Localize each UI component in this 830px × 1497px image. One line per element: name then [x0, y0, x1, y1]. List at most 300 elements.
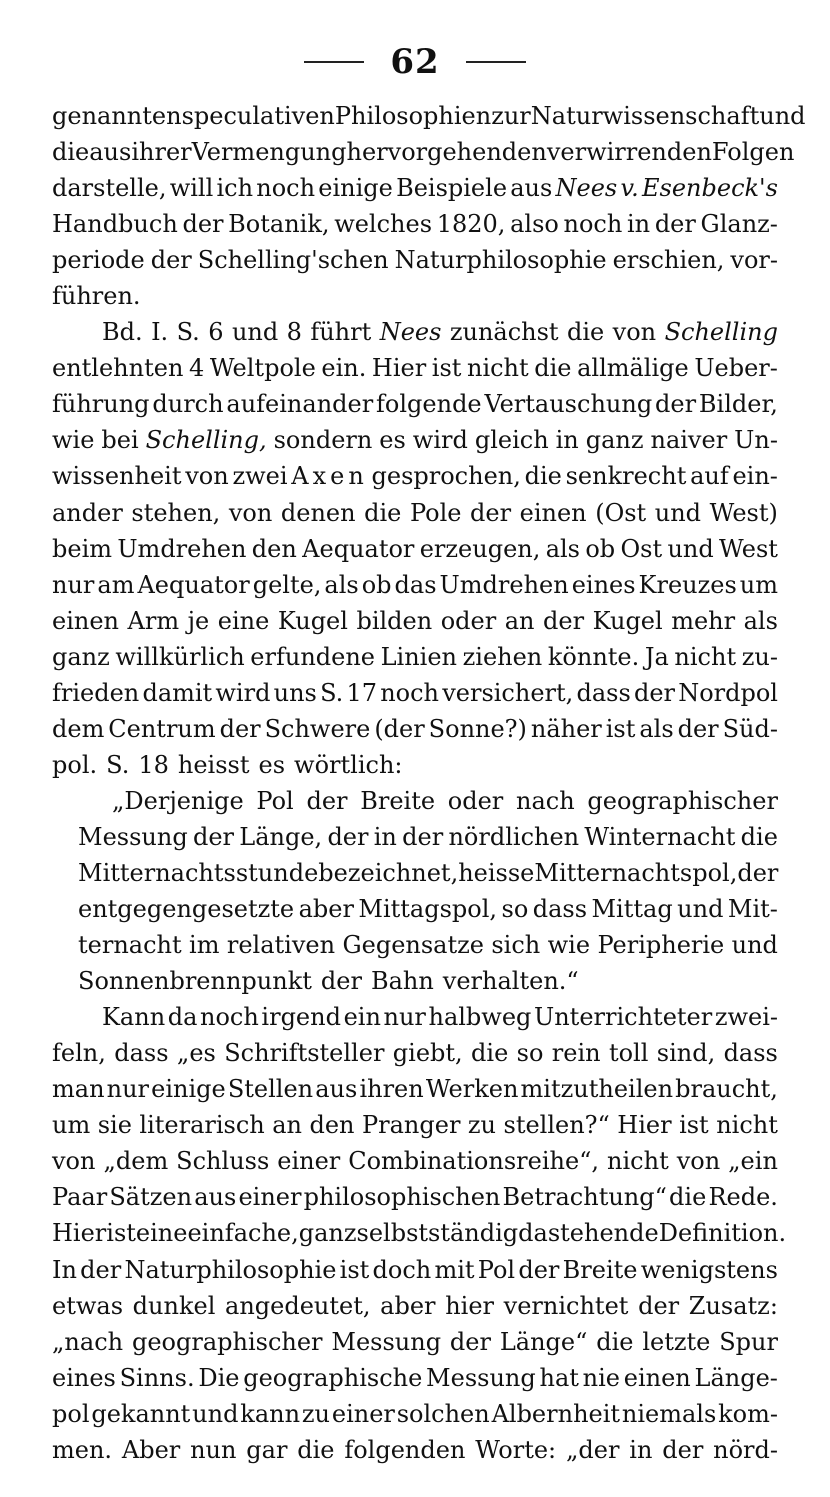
word: nie	[582, 1363, 620, 1392]
text-line	[52, 314, 778, 350]
word: den	[309, 1111, 355, 1140]
word: S.	[320, 678, 344, 707]
word: Naturwissenschaft	[530, 102, 760, 130]
word: zunächst	[449, 318, 559, 347]
word: Weltpole	[209, 354, 316, 383]
text-line	[52, 278, 778, 314]
word: (der	[374, 714, 425, 743]
word: will	[169, 174, 214, 203]
word: sich	[491, 931, 541, 960]
word: 8	[286, 318, 302, 347]
word: ob	[585, 534, 616, 563]
word: der	[182, 210, 224, 239]
word: als	[743, 606, 778, 635]
word: das	[394, 570, 437, 599]
word: sind,	[656, 1039, 716, 1068]
word: versichert,	[442, 678, 574, 707]
word: etwas	[52, 1291, 124, 1320]
word: Mitternachtsstunde	[78, 858, 319, 887]
word: vor-	[730, 246, 778, 275]
word: der	[654, 210, 696, 239]
word: in	[629, 1435, 653, 1464]
word: angedeutet,	[225, 1291, 371, 1320]
word: Philosophien	[334, 102, 492, 130]
word: der	[677, 714, 719, 743]
word: Sinns.	[119, 1363, 195, 1392]
word: 4	[188, 354, 205, 383]
word: dass	[576, 678, 631, 707]
word: erzeugen,	[419, 534, 541, 563]
word: nach	[516, 786, 575, 815]
word: „ein	[728, 1147, 778, 1176]
text-line	[52, 206, 778, 242]
word: nördlichen	[448, 822, 580, 851]
header-rule-left	[304, 61, 364, 63]
word: eine	[135, 1219, 188, 1248]
text-line	[52, 1288, 778, 1324]
word: Länge-	[694, 1363, 778, 1392]
word: gekannt	[91, 1399, 191, 1428]
word: gelte,	[252, 570, 322, 599]
word: kann	[240, 1399, 301, 1428]
word: als	[639, 714, 674, 743]
word: näher	[530, 714, 602, 743]
word: Naturphilosophie	[124, 1255, 337, 1284]
word: als	[545, 534, 580, 563]
text-line	[52, 855, 778, 891]
word: oder	[440, 606, 497, 635]
word: naiver	[650, 426, 728, 455]
word: verwirrenden	[546, 138, 712, 167]
word: aus	[194, 1183, 237, 1212]
word: Rede.	[708, 1183, 778, 1212]
word: ganz	[298, 1219, 357, 1248]
word: Gegensatze	[342, 931, 484, 960]
word: der	[470, 498, 512, 527]
word: relativen	[226, 931, 336, 960]
text-line	[52, 386, 778, 422]
text-line	[52, 170, 778, 206]
word: halbweg	[428, 1003, 532, 1032]
word: hat	[539, 1363, 579, 1392]
word: nur	[106, 1075, 150, 1104]
header-rule-right	[466, 61, 526, 63]
text-line	[52, 242, 778, 278]
word: darstelle,	[52, 174, 167, 203]
word: je	[187, 606, 210, 635]
word: ein.	[321, 354, 367, 383]
word: führung	[52, 390, 150, 419]
word: ein-	[732, 462, 778, 491]
word: Mit-	[727, 895, 778, 924]
word: uns	[273, 678, 317, 707]
word: die	[297, 1435, 335, 1464]
word: die	[534, 354, 572, 383]
word: Esenbeck's	[642, 174, 778, 203]
word: Breite	[562, 1255, 638, 1284]
word: v.	[620, 174, 639, 203]
word: folgenden	[344, 1435, 466, 1464]
word: Süd-	[722, 714, 778, 743]
text-line	[52, 639, 778, 675]
word: literarisch	[139, 1111, 265, 1140]
word: pol.	[52, 750, 98, 779]
word: nun	[190, 1435, 237, 1464]
word: pol	[52, 1399, 90, 1428]
word: aus	[315, 1075, 358, 1104]
word: 1820,	[436, 210, 506, 239]
word: aufeinander	[226, 390, 374, 419]
word: einer	[277, 1147, 341, 1176]
word: zu	[467, 1111, 497, 1140]
text-line	[52, 747, 778, 783]
word: „es	[176, 1039, 216, 1068]
word: erschien,	[612, 246, 725, 275]
word: senkrecht	[565, 462, 687, 491]
word: aus	[510, 174, 553, 203]
word: Sonne?)	[428, 714, 527, 743]
word: den	[251, 534, 297, 563]
word: eines	[52, 1363, 116, 1392]
word: auf	[690, 462, 729, 491]
word: bilden	[356, 606, 433, 635]
text-line	[52, 495, 778, 531]
word: Mittag	[591, 895, 673, 924]
word: zwei	[232, 462, 288, 491]
word: Glanz-	[700, 210, 778, 239]
word: wird	[412, 426, 468, 455]
word: die	[567, 318, 605, 347]
word: Folgen	[711, 138, 795, 167]
word: solchen	[396, 1399, 490, 1428]
word: Kugel	[277, 606, 348, 635]
word: Messung	[426, 1363, 536, 1392]
word: um	[739, 570, 778, 599]
word: giebt,	[392, 1039, 463, 1068]
word: dass	[532, 895, 588, 924]
word: also	[510, 210, 559, 239]
word: Beispiele	[396, 174, 508, 203]
word: die	[471, 1039, 509, 1068]
word: in	[373, 822, 397, 851]
word: es	[258, 750, 286, 779]
word: speculativen	[181, 102, 335, 130]
word: und	[192, 1399, 239, 1428]
word: aber	[380, 1291, 436, 1320]
word: nörd-	[713, 1435, 778, 1464]
word: Mitternachtspol,	[534, 858, 738, 887]
word: West	[719, 534, 778, 563]
word: der	[662, 1435, 704, 1464]
word: gar	[246, 1435, 288, 1464]
word: wissenheit	[52, 462, 182, 491]
word: zu	[301, 1399, 331, 1428]
word: eine	[217, 606, 270, 635]
word: I.	[151, 318, 169, 347]
word: geographischer	[131, 1327, 323, 1356]
word: Ja	[644, 642, 669, 671]
word: letzte	[642, 1327, 711, 1356]
word: einfache,	[187, 1219, 299, 1248]
word: entgegengesetzte	[78, 895, 295, 924]
word: Winternacht	[584, 822, 736, 851]
word: der	[80, 1255, 122, 1284]
page-header	[0, 42, 830, 82]
word: Breite	[360, 786, 436, 815]
word: der	[306, 786, 348, 815]
word: und	[654, 498, 702, 527]
text-line	[52, 783, 778, 819]
word: Umdrehen	[439, 570, 569, 599]
word: Schelling'schen	[197, 246, 389, 275]
word: Sonnenbrennpunkt	[78, 967, 312, 996]
word: Bilder,	[698, 390, 778, 419]
word: 17	[346, 678, 378, 707]
word: stehen,	[131, 498, 221, 527]
word: einen	[623, 1363, 691, 1392]
word: gleich	[474, 426, 549, 455]
word: eines	[571, 570, 636, 599]
word: (Ost	[595, 498, 647, 527]
word: in	[555, 426, 579, 455]
word: Hier	[617, 1111, 672, 1140]
word: Messung	[331, 1327, 442, 1356]
word: Schelling,	[145, 426, 267, 455]
word: dass	[723, 1039, 778, 1068]
word: der	[633, 678, 676, 707]
word: ganz	[585, 426, 644, 455]
word: da	[167, 1003, 198, 1032]
word: S.	[106, 750, 130, 779]
word: wie	[547, 931, 591, 960]
word: 18	[138, 750, 169, 779]
word: Paar	[52, 1183, 108, 1212]
word: Nordpol	[678, 678, 778, 707]
word: Länge,	[239, 822, 323, 851]
word: Hier	[52, 1219, 107, 1248]
word: toll	[608, 1039, 649, 1068]
word: Pranger	[361, 1111, 461, 1140]
page-number: 62	[390, 42, 440, 82]
word: Arm	[127, 606, 180, 635]
text-line	[52, 999, 778, 1035]
word: Mittagspol,	[358, 895, 498, 924]
text-line	[52, 1324, 778, 1360]
word: Die	[198, 1363, 240, 1392]
word: nur	[52, 570, 95, 599]
word: Centrum	[108, 714, 216, 743]
word: durch	[152, 390, 224, 419]
word: aber	[298, 895, 354, 924]
word: der	[655, 390, 697, 419]
word: Ost	[620, 534, 663, 563]
word: Nees	[379, 318, 442, 347]
word: Pole	[409, 498, 462, 527]
word: der	[402, 822, 444, 851]
word: dastehende	[518, 1219, 659, 1248]
word: Peripherie	[597, 931, 725, 960]
text-line	[52, 567, 778, 603]
word: noch	[256, 174, 316, 203]
word: einen	[52, 606, 119, 635]
word: von	[52, 1147, 96, 1176]
word: Umdrehen	[117, 534, 247, 563]
word: ist	[605, 714, 636, 743]
word: noch	[563, 210, 623, 239]
word: S.	[176, 318, 200, 347]
word: irgend	[261, 1003, 341, 1032]
word: wörtlich:	[294, 750, 403, 779]
word: einen	[519, 498, 587, 527]
word: „nach	[52, 1327, 124, 1356]
text-line	[52, 1179, 778, 1215]
word: denen	[280, 498, 356, 527]
word: selbstständig	[356, 1219, 519, 1248]
word: nur	[383, 1003, 426, 1032]
word: wird	[215, 678, 271, 707]
word: Schwere	[264, 714, 371, 743]
text-line	[52, 1215, 787, 1251]
word: willkürlich	[115, 642, 245, 671]
word: vernichtet	[503, 1291, 629, 1320]
word: von	[612, 318, 657, 347]
word: der	[150, 246, 192, 275]
text-line	[52, 98, 806, 134]
word: genannten	[52, 102, 182, 130]
text-line	[52, 422, 778, 458]
page-body-text	[52, 98, 806, 1468]
word: Kreuzes	[638, 570, 737, 599]
word: Nees	[555, 174, 618, 203]
word: mitzutheilen	[520, 1075, 674, 1104]
word: und	[677, 895, 724, 924]
word: oder	[447, 786, 504, 815]
word: der	[219, 714, 261, 743]
word: bezeichnet,	[318, 858, 459, 887]
text-line	[52, 1107, 778, 1143]
word: Botanik,	[228, 210, 330, 239]
word: Sätzen	[109, 1183, 193, 1212]
word: die	[524, 462, 562, 491]
text-line	[52, 134, 795, 170]
word: feln,	[52, 1039, 106, 1068]
word: ziehen	[462, 642, 543, 671]
word: könnte.	[547, 642, 640, 671]
word: frieden	[52, 678, 140, 707]
word: von	[228, 498, 273, 527]
word: Schriftsteller	[224, 1039, 385, 1068]
text-line	[52, 1143, 778, 1179]
text-line	[52, 963, 778, 999]
word: Aequator	[137, 570, 250, 599]
word: „Derjenige	[112, 786, 244, 815]
word: und	[667, 534, 714, 563]
word: sie	[97, 1111, 132, 1140]
word: entlehnten	[52, 354, 184, 383]
word: dass	[114, 1039, 169, 1068]
word: hervorgehenden	[346, 138, 547, 167]
word: ihren	[359, 1075, 424, 1104]
word: Definition.	[658, 1219, 787, 1248]
word: verhalten.“	[442, 967, 579, 996]
text-line	[52, 1432, 778, 1468]
text-line	[52, 711, 778, 747]
text-line	[52, 927, 778, 963]
word: Naturphilosophie	[394, 246, 607, 275]
word: Spur	[719, 1327, 778, 1356]
word: men.	[52, 1435, 113, 1464]
word: führen.	[52, 282, 141, 311]
word: in	[627, 210, 651, 239]
word: einige	[318, 174, 393, 203]
word: beim	[52, 534, 112, 563]
word: die	[740, 822, 778, 851]
word: Combinationsreihe“,	[348, 1147, 600, 1176]
word: Zusatz:	[688, 1291, 778, 1320]
text-line	[52, 819, 778, 855]
word: nicht	[466, 354, 529, 383]
word: Pol	[477, 1255, 516, 1284]
word: rein	[551, 1039, 601, 1068]
word: ist	[339, 1255, 370, 1284]
word: zwei-	[714, 1003, 778, 1032]
word: aus	[89, 138, 132, 167]
word: bei	[101, 426, 139, 455]
word: hier	[445, 1291, 494, 1320]
word: noch	[200, 1003, 259, 1032]
word: an	[504, 606, 535, 635]
word: mit	[434, 1255, 475, 1284]
word: Aequator	[302, 534, 415, 563]
word: der	[327, 822, 369, 851]
word: und	[231, 318, 279, 347]
word: ist	[679, 1111, 709, 1140]
word: Aber	[121, 1435, 181, 1464]
word: „dem	[103, 1147, 169, 1176]
word: Hier	[371, 354, 427, 383]
word: West)	[709, 498, 778, 527]
word: geographischer	[587, 786, 778, 815]
word: allmälige	[577, 354, 689, 383]
word: wie	[52, 426, 95, 455]
text-line	[52, 1252, 778, 1288]
word: Vertauschung	[484, 390, 653, 419]
word: nicht	[716, 1111, 778, 1140]
word: ein	[343, 1003, 381, 1032]
word: der	[518, 1255, 560, 1284]
word: die	[364, 498, 402, 527]
word: ander	[52, 498, 123, 527]
word: und	[731, 931, 778, 960]
word: erfundene	[250, 642, 375, 671]
word: mehr	[671, 606, 736, 635]
word: es	[379, 426, 406, 455]
word: In	[52, 1255, 77, 1284]
word: Messung	[78, 822, 188, 851]
word: 6	[208, 318, 224, 347]
word: Kann	[102, 1003, 166, 1032]
word: Albernheit	[491, 1399, 621, 1428]
word: zu-	[741, 642, 778, 671]
word: so	[501, 895, 529, 924]
word: Handbuch	[52, 210, 178, 239]
word: einer	[238, 1183, 302, 1212]
word: wenigstens	[640, 1255, 778, 1284]
word: der	[543, 606, 585, 635]
word: ist	[106, 1219, 136, 1248]
word: ganz	[52, 642, 110, 671]
word: stellen?“	[503, 1111, 610, 1140]
